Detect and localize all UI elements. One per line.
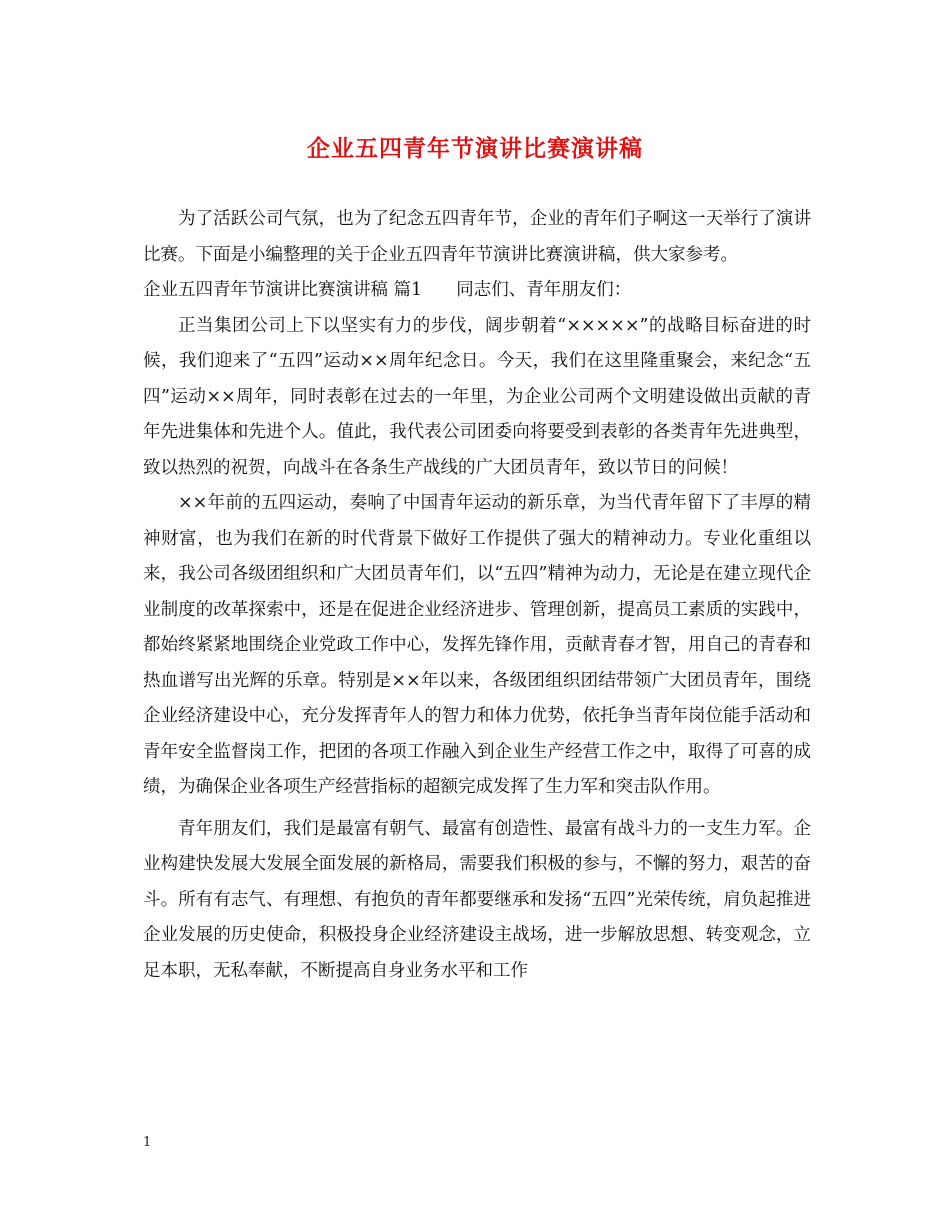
document-title: 企业五四青年节演讲比赛演讲稿 — [307, 135, 643, 162]
section-heading: 企业五四青年节演讲比赛演讲稿 篇1 — [143, 280, 423, 300]
body-paragraph-3: 青年朋友们，我们是最富有朝气、最富有创造性、最富有战斗力的一支生力军。企业构建快发展大发展全面发展的新格局，需要我们积极的参与，不懈的努力，艰苦的奋斗。所有有志气、有理想、有抱负的青年都要继承和发扬“五四”光荣传统，肩负起推进企业发展的历史使命，积极投身企业经济建设主战场，进一步解放思想、转变观念，立足本职，无私奉献，不断提高自身业务水平和工作 — [143, 818, 811, 981]
document-body — [143, 202, 811, 989]
intro-paragraph: 为了活跃公司气氛，也为了纪念五四青年节，企业的青年们子啊这一天举行了演讲比赛。下面是小编整理的关于企业五四青年节演讲比赛演讲稿，供大家参考。 — [143, 209, 811, 265]
section-heading-line — [143, 273, 811, 309]
body-paragraph-2: ××年前的五四运动，奏响了中国青年运动的新乐章，为当代青年留下了丰厚的精神财富，也为我们在新的时代背景下做好工作提供了强大的精神动力。专业化重组以来，我公司各级团组织和广大团员青年们，以“五四”精神为动力，无论是在建立现代企业制度的改革探索中，还是在促进企业经济进步、管理创新，提高员工素质的实践中，都始终紧紧地围绕企业党政工作中心，发挥先锋作用，贡献青春才智，用自己的青春和热血谱写出光辉的乐章。特别是××年以来，各级团组织团结带领广大团员青年，围绕企业经济建设中心，充分发挥青年人的智力和体力优势，依托争当青年岗位能手活动和青年安全监督岗工作，把团的各项工作融入到企业生产经营工作之中，取得了可喜的成绩，为确保企业各项生产经营指标的超额完成发挥了生力军和突击队作用。 — [143, 493, 811, 797]
greeting: 同志们、青年朋友们： — [456, 280, 632, 300]
body-paragraph-1: 正当集团公司上下以坚实有力的步伐，阔步朝着“×××××”的战略目标奋进的时候，我们迎来了“五四”运动××周年纪念日。今天，我们在这里隆重聚会，来纪念“五四”运动××周年，同时表彰在过去的一年里，为企业公司两个文明建设做出贡献的青年先进集体和先进个人。值此，我代表公司团委向将要受到表彰的各类青年先进典型，致以热烈的祝贺，向战斗在各条生产战线的广大团员青年，致以节日的问候！ — [143, 315, 811, 478]
page-number: 1 — [143, 1135, 152, 1150]
